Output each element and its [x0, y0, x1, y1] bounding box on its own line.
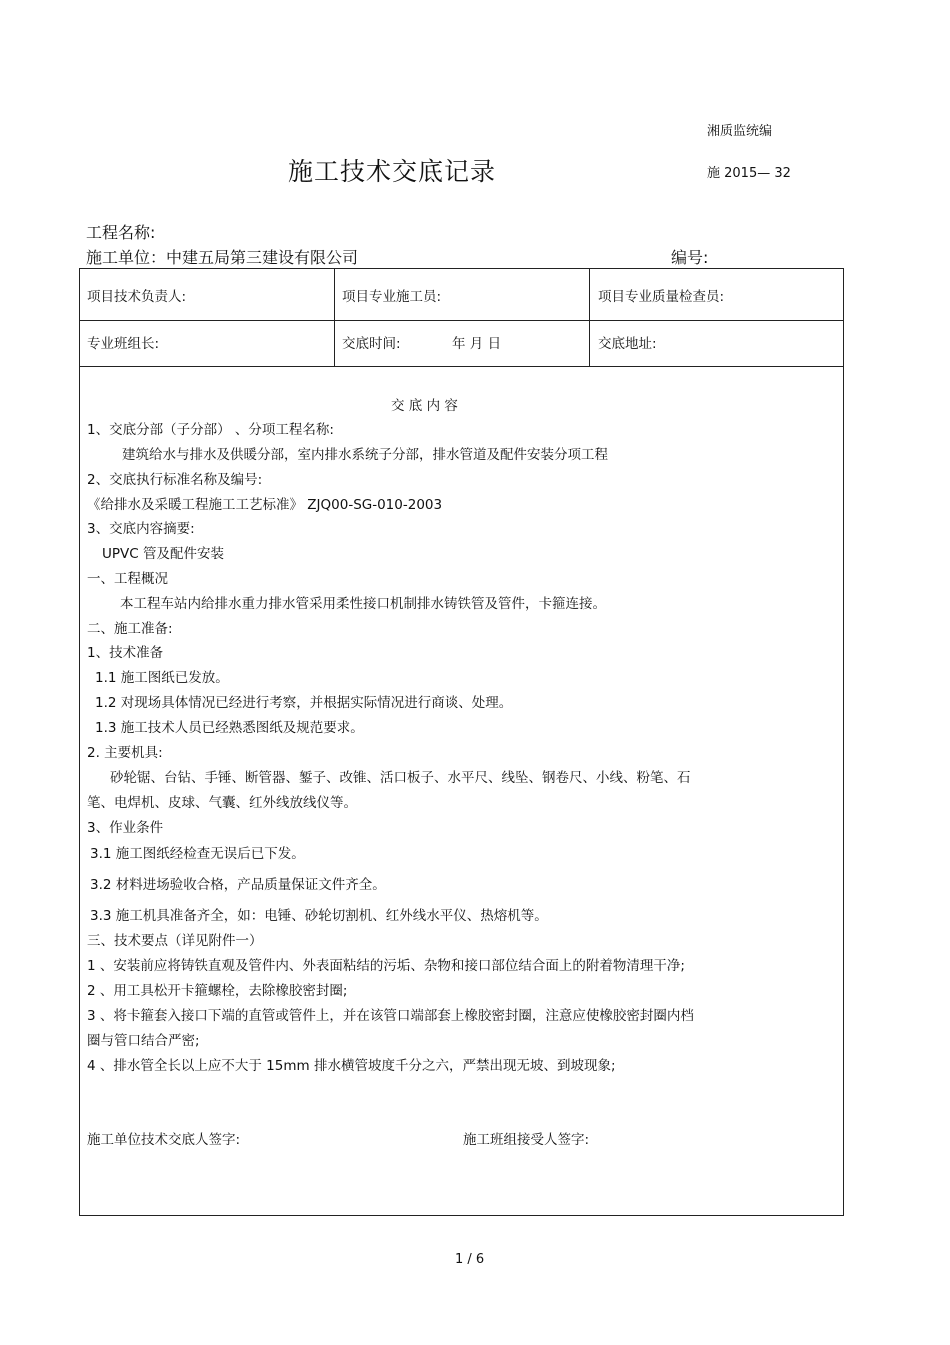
content-line: 3 、将卡箍套入接口下端的直管或管件上，并在该管口端部套上橡胶密封圈，注意应使橡胶密封圈内档 — [87, 1008, 694, 1024]
content-line: 圈与管口结合严密; — [87, 1033, 200, 1049]
content-line: 1、交底分部（子分部） 、分项工程名称: — [87, 422, 334, 438]
briefing-place-label: 交底地址: — [598, 336, 657, 352]
form-code: 施 2015— 32 — [707, 166, 791, 181]
team-receiver-signature-label: 施工班组接受人签字: — [463, 1132, 590, 1148]
quality-inspector-label: 项目专业质量检查员: — [598, 289, 725, 305]
content-line: 1 、安装前应将铸铁直观及管件内、外表面粘结的污垢、杂物和接口部位结合面上的附着物清理干净; — [87, 958, 685, 974]
content-line: 3、交底内容摘要: — [87, 521, 195, 537]
content-line: 二、施工准备: — [87, 621, 173, 637]
editor-note: 湘质监统编 — [707, 124, 773, 139]
number-label: 编号: — [671, 248, 709, 267]
content-line: 2 、用工具松开卡箍螺栓，去除橡胶密封圈; — [87, 983, 348, 999]
content-line: 《给排水及采暖工程施工工艺标准》 ZJQ00-SG-010-2003 — [87, 497, 443, 513]
page-number: 1 / 6 — [455, 1252, 485, 1267]
content-line: 3.1 施工图纸经检查无误后已下发。 — [90, 846, 305, 862]
record-table — [79, 268, 844, 1216]
content-line: 三、技术要点（详见附件一） — [87, 933, 263, 949]
content-line: 1.3 施工技术人员已经熟悉图纸及规范要求。 — [95, 720, 364, 736]
content-line: 1、技术准备 — [87, 645, 164, 661]
tech-lead-label: 项目技术负责人: — [87, 289, 187, 305]
content-line: 一、工程概况 — [87, 571, 168, 587]
document-title: 施工技术交底记录 — [288, 157, 497, 186]
content-line: UPVC 管及配件安装 — [102, 546, 224, 562]
col-divider-1 — [334, 269, 335, 366]
content-line: 砂轮锯、台钻、手锤、断管器、錾子、改锥、活口板子、水平尺、线坠、钢卷尺、小线、粉笔、石 — [110, 770, 691, 786]
content-heading: 交 底 内 容 — [391, 398, 458, 414]
content-line: 3.3 施工机具准备齐全，如：电锤、砂轮切割机、红外线水平仪、热熔机等。 — [90, 908, 548, 924]
content-line: 3.2 材料进场验收合格，产品质量保证文件齐全。 — [90, 877, 386, 893]
briefing-time-label: 交底时间: — [342, 336, 401, 352]
row-divider-2 — [80, 366, 843, 367]
content-line: 笔、电焊机、皮球、气囊、红外线放线仪等。 — [87, 795, 357, 811]
content-line: 建筑给水与排水及供暖分部，室内排水系统子分部，排水管道及配件安装分项工程 — [122, 447, 608, 463]
site-engineer-label: 项目专业施工员: — [342, 289, 442, 305]
content-line: 2、交底执行标准名称及编号: — [87, 472, 263, 488]
date-units: 年 月 日 — [452, 336, 502, 352]
technical-discloser-signature-label: 施工单位技术交底人签字: — [87, 1132, 241, 1148]
content-line: 3、作业条件 — [87, 820, 164, 836]
content-line: 2. 主要机具: — [87, 745, 163, 761]
team-leader-label: 专业班组长: — [87, 336, 160, 352]
row-divider-1 — [80, 320, 843, 321]
content-line: 4 、排水管全长以上应不大于 15mm 排水横管坡度千分之六，严禁出现无坡、到坡现象; — [87, 1058, 616, 1074]
content-line: 本工程车站内给排水重力排水管采用柔性接口机制排水铸铁管及管件，卡箍连接。 — [120, 596, 606, 612]
project-name-label: 工程名称: — [86, 223, 156, 242]
content-line: 1.2 对现场具体情况已经进行考察，并根据实际情况进行商谈、处理。 — [95, 695, 513, 711]
content-line: 1.1 施工图纸已发放。 — [95, 670, 229, 686]
col-divider-2 — [589, 269, 590, 366]
contractor-line: 施工单位：中建五局第三建设有限公司 — [86, 248, 359, 267]
